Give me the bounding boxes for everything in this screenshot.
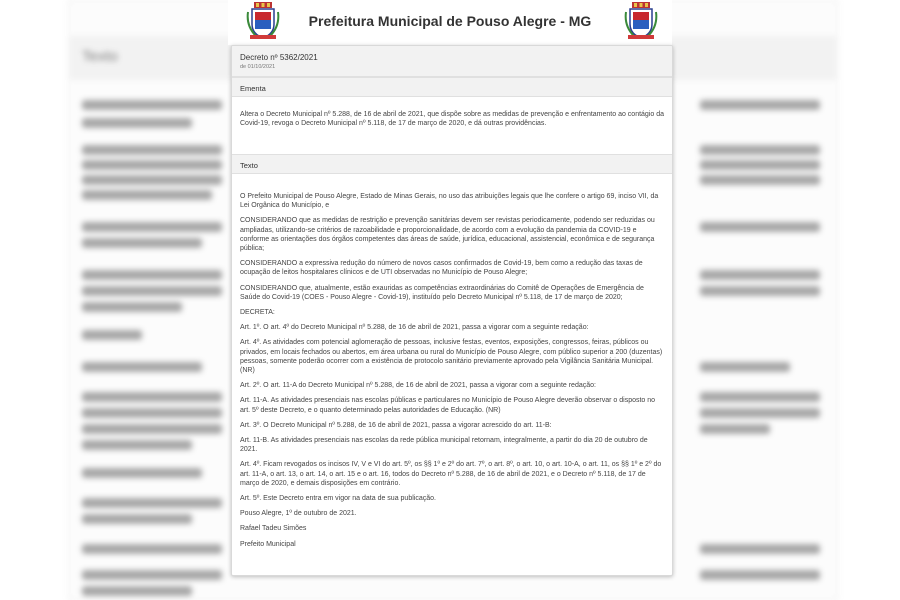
texto-header [232, 154, 672, 174]
paragraph: DECRETA: [240, 309, 275, 317]
background-text-line [82, 498, 222, 508]
background-section-label: Texto [82, 48, 118, 65]
decree-card [231, 45, 673, 576]
background-text-line [700, 270, 820, 280]
background-text-line [82, 440, 192, 450]
paragraph: O Prefeito Municipal de Pouso Alegre, Estado de Minas Gerais, no uso das atribuições legais que lhe confere o artigo 69, inciso VII, da Lei Orgânica do Município, e [240, 193, 659, 210]
ementa-label: Ementa [240, 84, 266, 93]
background-text-line [700, 160, 820, 170]
background-text-line [700, 408, 820, 418]
signatory-title: Prefeito Municipal [240, 540, 296, 548]
background-text-line [82, 175, 222, 185]
paragraph: Pouso Alegre, 1º de outubro de 2021. [240, 510, 357, 518]
background-text-line [700, 222, 820, 232]
background-text-line [82, 586, 192, 596]
ementa-text: Altera o Decreto Municipal nº 5.288, de 16 de abril de 2021, que dispõe sobre as medidas de prevenção e enfrentamento ao contágio da Covid-19, revoga o Decreto Municipal nº 5.118, de 17 de março de 2020, e dá outras providências. [240, 111, 665, 128]
texto-body [232, 174, 672, 559]
paragraph: Art. 1º. O art. 4º do Decreto Municipal nº 5.288, de 16 de abril de 2021, passa a vigorar com a seguinte redação: [240, 324, 589, 332]
background-text-line [82, 190, 212, 200]
background-text-line [700, 424, 770, 434]
background-text-line [82, 408, 222, 418]
paragraph: Art. 4º. As atividades com potencial aglomeração de pessoas, inclusive festas, eventos, exposições, congressos, feiras, públicos ou privados, em locais fechados ou abertos, em área urbana ou rural do Município de Pouso Alegre, com público superior a 200 (duzentas) pessoas, somente poderão ocorrer com a existência de protocolo sanitário previamente aprovado pela Vigilância Sanitária Municipal. (NR) [240, 339, 663, 375]
paragraph: Art. 5º. Este Decreto entra em vigor na data de sua publicação. [240, 495, 436, 503]
background-text-line [82, 302, 182, 312]
background-text-line [82, 468, 202, 478]
document-header [228, 0, 672, 45]
background-text-line [82, 270, 222, 280]
background-text-line [82, 222, 222, 232]
background-text-line [82, 145, 222, 155]
background-text-line [82, 424, 222, 434]
background-text-line [82, 160, 222, 170]
background-text-line [700, 175, 820, 185]
decree-header [232, 46, 672, 77]
background-text-line [82, 238, 202, 248]
paragraph: Art. 4º. Ficam revogados os incisos IV, V e VI do art. 5º, os §§ 1º e 2º do art. 7º, o art. 8º, o art. 10, o art. 10-A, o art. 11, os §§ 1º e 2º do art. 11-A, o art. 13, o art. 14, o art. 15 e o art. 16, todos do Decreto nº 5.288, de 16 de abril de 2021, e o Decreto nº 5.118, de 17 de março de 2020, e demais disposições em contrário. [240, 461, 662, 487]
paragraph: CONSIDERANDO que as medidas de restrição e prevenção sanitárias devem ser revistas periodicamente, podendo ser reduzidas ou ampliadas, utilizando-se critérios de razoabilidade e proporcionalidade, de acordo com a evolução da pandemia da COVID-19 e conforme as orientações dos órgãos competentes das áreas de saúde, jurídica, educacional, assistencial, econômica e de segurança pública; [240, 217, 655, 253]
ementa-header [232, 77, 672, 97]
paragraph: CONSIDERANDO que, atualmente, estão exauridas as competências extraordinárias do Comitê de Operações de Emergência de Saúde do Covid-19 (COES - Pouso Alegre - Covid-19), instituído pelo Decreto Municipal nº 5.118, de 17 de março de 2020; [240, 284, 644, 301]
paragraph: Art. 11-B. As atividades presenciais nas escolas da rede pública municipal retornam, integralmente, a partir do dia 20 de outubro de 2021. [240, 437, 648, 454]
background-text-line [82, 392, 222, 402]
background-text-line [82, 514, 192, 524]
ementa-body [232, 97, 672, 154]
background-text-line [82, 570, 222, 580]
page-title: Prefeitura Municipal de Pouso Alegre - MG [308, 13, 592, 29]
background-text-line [700, 286, 820, 296]
texto-label: Texto [240, 161, 258, 170]
background-text-line [82, 330, 142, 340]
background-text-line [700, 544, 820, 554]
background-text-line [700, 362, 790, 372]
background-text-line [82, 544, 222, 554]
paragraph: CONSIDERANDO a expressiva redução do número de novos casos confirmados de Covid-19, bem como a redução das taxas de ocupação de leitos hospitalares clínicos e de UTI observadas no Município de Pouso Alegre; [240, 260, 643, 277]
background-text-line [700, 570, 820, 580]
background-text-line [82, 362, 202, 372]
city-coat-of-arms-icon [624, 2, 658, 40]
background-text-line [700, 145, 820, 155]
decree-date: de 01/10/2021 [240, 64, 276, 70]
paragraph: Art. 2º. O art. 11-A do Decreto Municipal nº 5.288, de 16 de abril de 2021, passa a vigorar com a seguinte redação: [240, 382, 596, 390]
signatory-name: Rafael Tadeu Simões [240, 525, 307, 533]
background-text-line [82, 118, 192, 128]
background-text-line [700, 100, 820, 110]
background-text-line [82, 100, 222, 110]
paragraph: Art. 3º. O Decreto Municipal nº 5.288, de 16 de abril de 2021, passa a vigorar acrescido do art. 11-B: [240, 421, 552, 429]
background-text-line [700, 392, 820, 402]
paragraph: Art. 11-A. As atividades presenciais nas escolas públicas e particulares no Município de Pouso Alegre deverão observar o disposto no art. 5º deste Decreto, e o quanto determinado pelas autoridades de Educação. (NR) [240, 397, 656, 414]
decree-number: Decreto nº 5362/2021 [240, 53, 318, 62]
background-text-line [82, 286, 222, 296]
